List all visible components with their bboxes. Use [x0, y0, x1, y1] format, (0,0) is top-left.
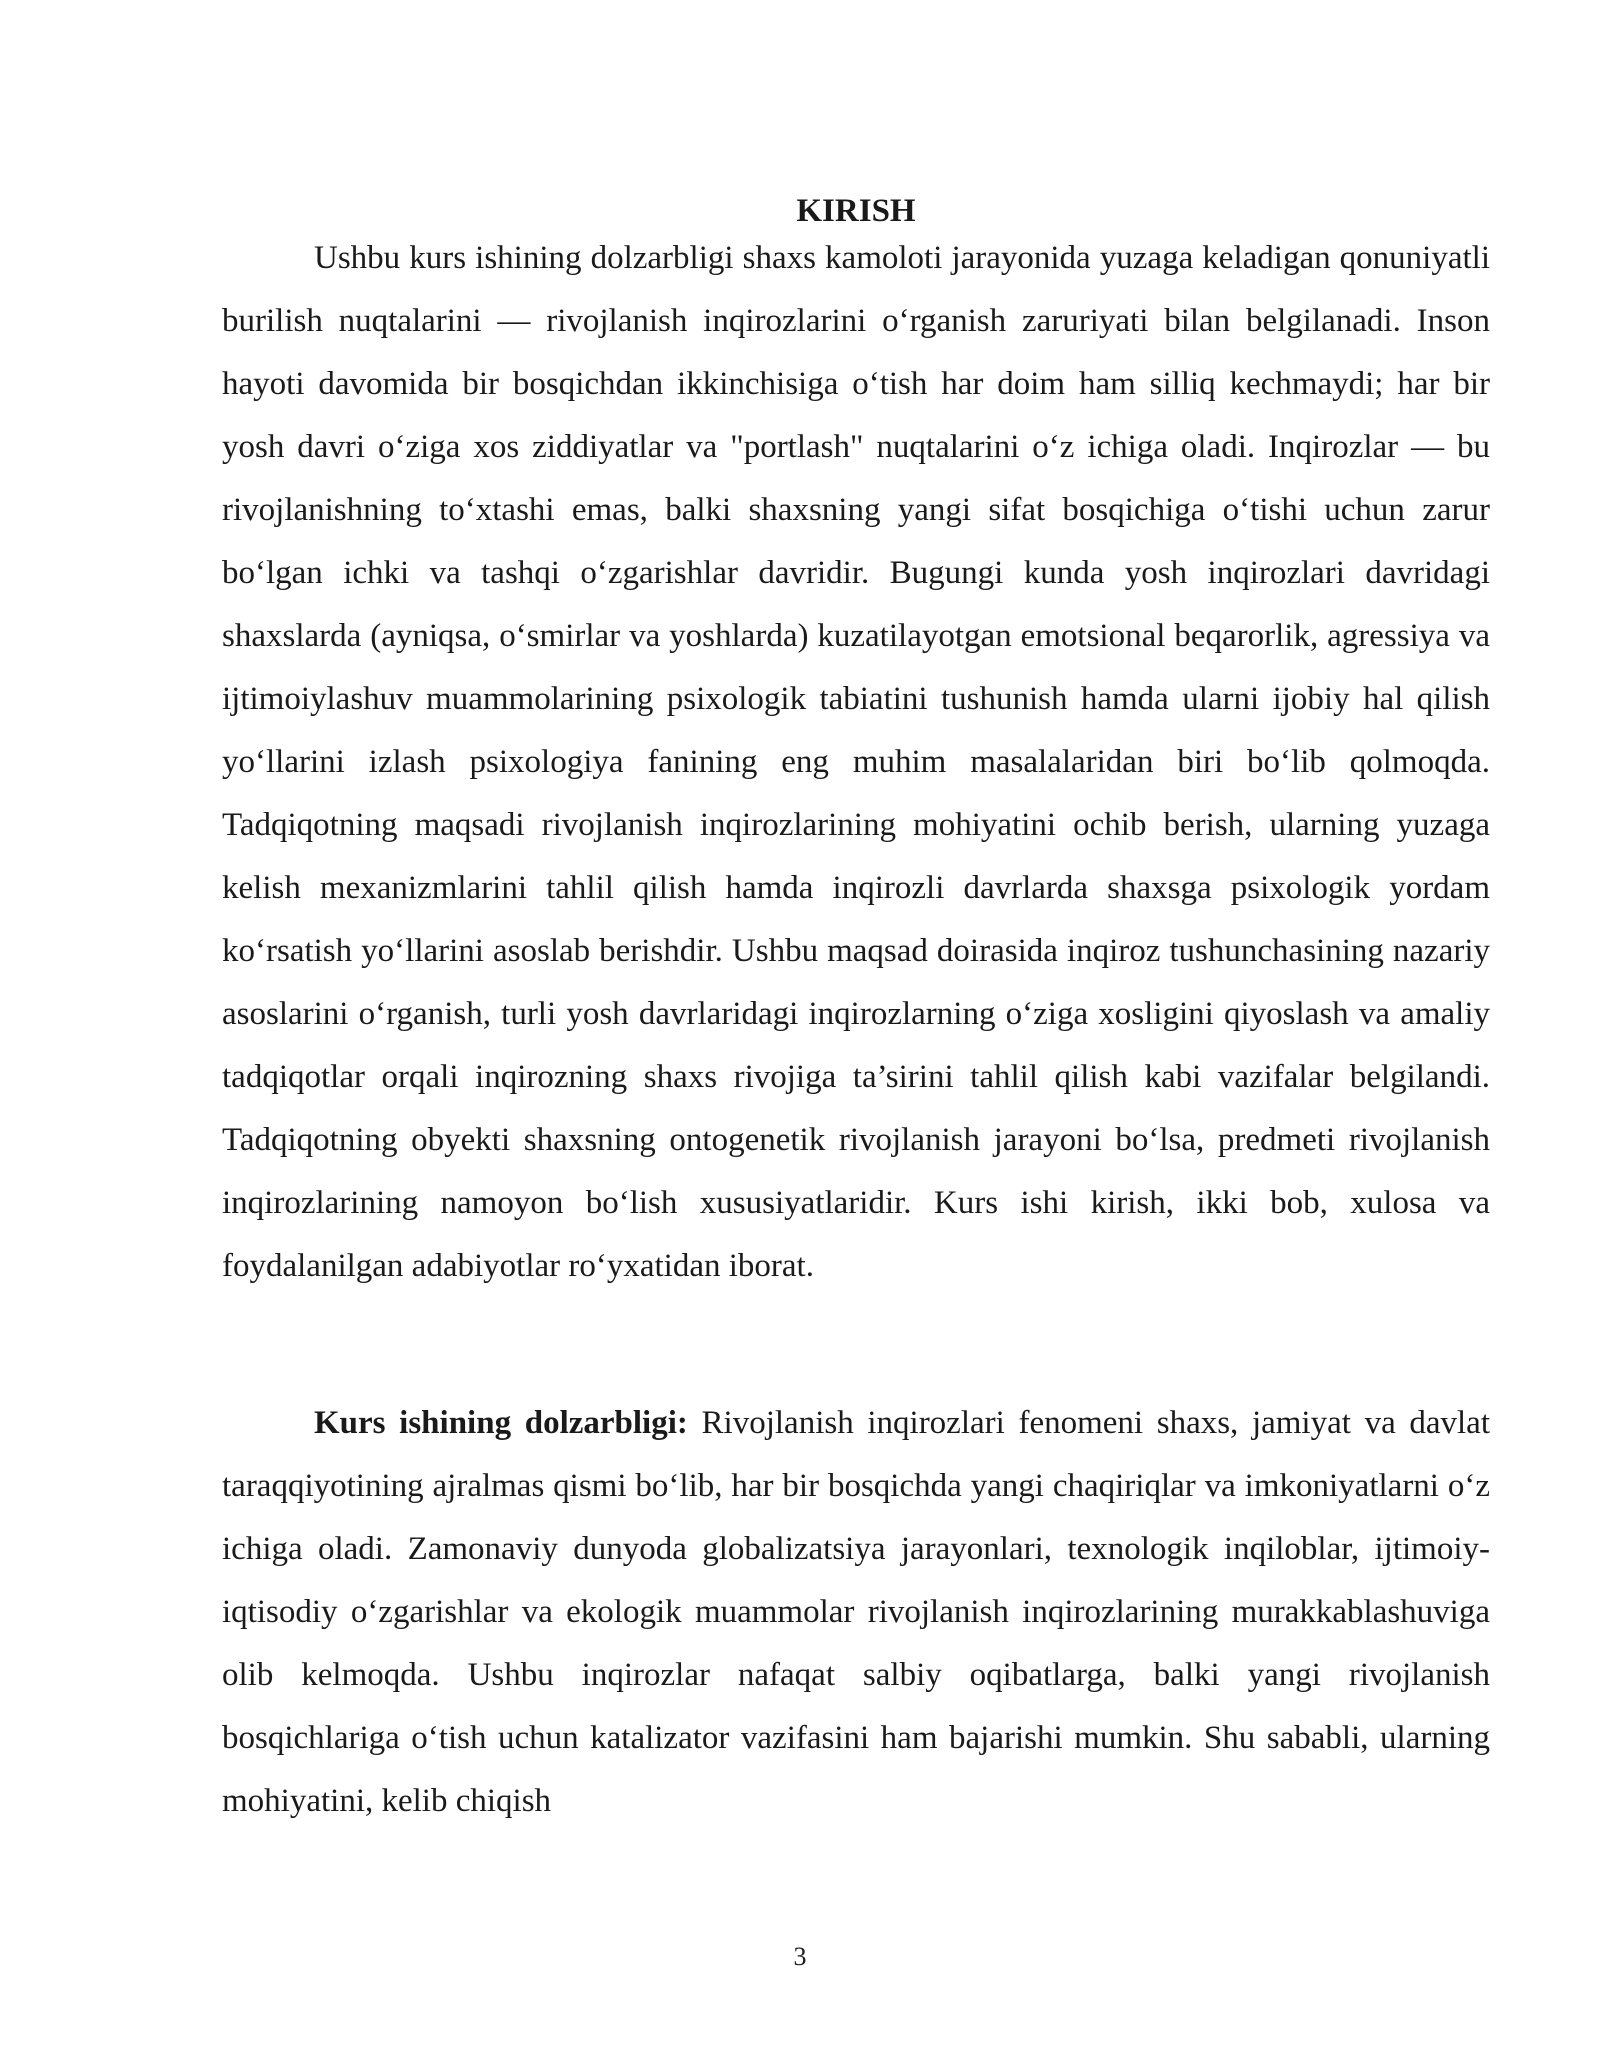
intro-paragraph: Ushbu kurs ishining dolzarbligi shaxs kamoloti jarayonida yuzaga keladigan qonuniyatli burilish nuqtalarini — rivojlanish inqirozlarini o‘rganish zaruriyati bilan belgilanadi. Inson hayoti davomida bir bosqichdan ikkinchisiga o‘tish har doim ham silliq kechmaydi; har bir yosh davri o‘ziga xos ziddiyatlar va "portlash" nuqtalarini o‘z ichiga oladi. Inqirozlar — bu rivojlanishning to‘xtashi emas, balki shaxsning yangi sifat bosqichiga o‘tishi uchun zarur bo‘lgan ichki va tashqi o‘zgarishlar davridir. Bugungi kunda yosh inqirozlari davridagi shaxslarda (ayniqsa, o‘smirlar va yoshlarda) kuzatilayotgan emotsional beqarorlik, agressiya va ijtimoiylashuv muammolarining psixologik tabiatini tushunish hamda ularni ijobiy hal qilish yo‘llarini izlash psixologiya fanining eng muhim masalalaridan biri bo‘lib qolmoqda. Tadqiqotning maqsadi rivojlanish inqirozlarining mohiyatini ochib berish, ularning yuzaga kelish mexanizmlarini tahlil qilish hamda inqirozli davrlarda shaxsga psixologik yordam ko‘rsatish yo‘llarini asoslab berishdir. Ushbu maqsad doirasida inqiroz tushunchasining nazariy asoslarini o‘rganish, turli yosh davrlaridagi inqirozlarning o‘ziga xosligini qiyoslash va amaliy tadqiqotlar orqali inqirozning shaxs rivojiga ta’sirini tahlil qilish kabi vazifalar belgilandi. Tadqiqotning obyekti shaxsning ontogenetik rivojlanish jarayoni bo‘lsa, predmeti rivojlanish inqirozlarining namoyon bo‘lish xususiyatlaridir. Kurs ishi kirish, ikki bob, xulosa va foydalanilgan adabiyotlar ro‘yxatidan iborat. [222, 240, 1490, 1284]
page-number: 3 [793, 1942, 807, 1971]
relevance-lead-label: Kurs ishining dolzarbligi: [314, 1405, 688, 1441]
page-title: KIRISH [796, 193, 916, 229]
relevance-paragraph [222, 1392, 1490, 1833]
relevance-body-text: Rivojlanish inqirozlari fenomeni shaxs, jamiyat va davlat taraqqiyotining ajralmas qismi bo‘lib, har bir bosqichda yangi chaqiriqlar va imkoniyatlarni o‘z ichiga oladi. Zamonaviy dunyoda globalizatsiya jarayonlari, texnologik inqiloblar, ijtimoiy-iqtisodiy o‘zgarishlar va ekologik muammolar rivojlanish inqirozlarining murakkablashuviga olib kelmoqda. Ushbu inqirozlar nafaqat salbiy oqibatlarga, balki yangi rivojlanish bosqichlariga o‘tish uchun katalizator vazifasini ham bajarishi mumkin. Shu sababli, ularning mohiyatini, kelib chiqish [222, 1405, 1490, 1819]
